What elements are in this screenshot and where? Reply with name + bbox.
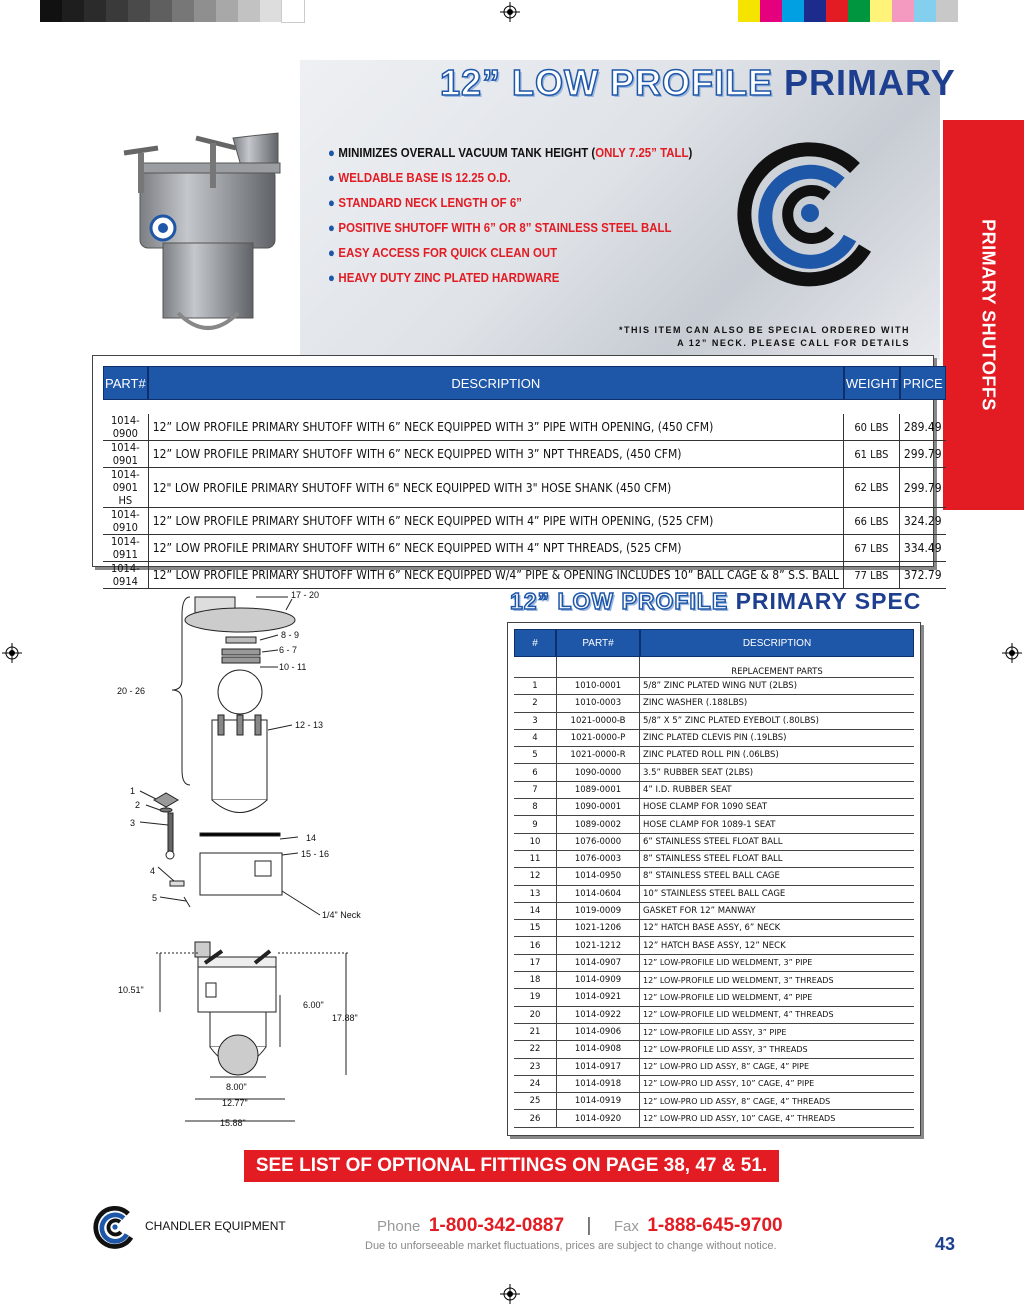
col-header-weight: WEIGHT — [844, 366, 900, 400]
spec-row: 6 1090-0000 3.5” RUBBER SEAT (2LBS) — [514, 764, 914, 781]
feature-list — [328, 140, 742, 290]
spec-row: 22 1014-0908 12” LOW-PROFILE LID ASSY, 3” THREADS — [514, 1041, 914, 1058]
spec-row: 7 1089-0001 4” I.D. RUBBER SEAT — [514, 782, 914, 799]
diagram-label: 3 — [130, 818, 136, 828]
spec-col-header-num: # — [514, 629, 556, 657]
registration-mark-icon — [500, 2, 520, 22]
spec-row: 17 1014-0907 12” LOW-PROFILE LID WELDMENT, 3” PIPE — [514, 955, 914, 972]
diagram-label: 6 - 7 — [279, 645, 298, 655]
table-row: 1014-0910 12” LOW PROFILE PRIMARY SHUTOFF WITH 6” NECK EQUIPPED WITH 4” PIPE WITH OPENING, (525 CFM) 66 LBS 324.29 — [103, 508, 946, 535]
diagram-label: 20 - 26 — [117, 686, 146, 696]
spec-row: 20 1014-0922 12” LOW-PROFILE LID WELDMENT, 4” THREADS — [514, 1007, 914, 1024]
feature-item: ● POSITIVE SHUTOFF WITH 6” OR 8” STAINLESS STEEL BALL — [328, 220, 672, 235]
spec-table-frame — [507, 622, 921, 1136]
spec-row: 24 1014-0918 12” LOW-PRO LID ASSY, 10” CAGE, 4” PIPE — [514, 1076, 914, 1093]
feature-item: ● STANDARD NECK LENGTH OF 6” — [328, 195, 522, 210]
dimension-label: 17.88" — [332, 1013, 358, 1023]
bullet-icon: ● — [328, 245, 335, 260]
title-outline-text: 12” LOW PROFILE — [440, 62, 774, 103]
section-side-tab — [943, 120, 1024, 510]
spec-row: 3 1021-0000-B 5/8” X 5” ZINC PLATED EYEBOLT (.80LBS) — [514, 713, 914, 730]
dimension-label: 12.77" — [222, 1098, 248, 1108]
diagram-label: 1 — [130, 786, 136, 796]
fax-number: 1-888-645-9700 — [647, 1215, 783, 1236]
phone-number[interactable]: 1-800-342-0887 — [428, 1215, 565, 1236]
spec-row: 5 1021-0000-R ZINC PLATED ROLL PIN (.06LBS) — [514, 747, 914, 764]
diagram-label: 8 - 9 — [281, 630, 300, 640]
spec-title-outline: 12” LOW PROFILE — [510, 588, 729, 614]
spec-row: 9 1089-0002 HOSE CLAMP FOR 1089-1 SEAT — [514, 816, 914, 833]
bullet-icon: ● — [328, 220, 335, 235]
page-number: 43 — [935, 1234, 956, 1254]
price-table-frame — [92, 355, 943, 588]
feature-item: ● HEAVY DUTY ZINC PLATED HARDWARE — [328, 270, 560, 285]
table-row: 1014-0914 12” LOW PROFILE PRIMARY SHUTOFF WITH 6” NECK EQUIPPED W/4” PIPE & OPENING INCLUDES 10” BALL CAGE & 8” S.S. BALL 77 LBS 372.79 — [103, 562, 946, 589]
dimension-label: 10.51" — [118, 985, 144, 995]
table-row: 1014-0911 12” LOW PROFILE PRIMARY SHUTOFF WITH 6” NECK EQUIPPED WITH 4” NPT THREADS, (525 CFM) 67 LBS 334.49 — [103, 535, 946, 562]
spec-row: 21 1014-0906 12” LOW-PROFILE LID ASSY, 3” PIPE — [514, 1024, 914, 1041]
spec-row: 12 1014-0950 8” STAINLESS STEEL BALL CAGE — [514, 868, 914, 885]
dimension-label: 6.00" — [303, 1000, 324, 1010]
diagram-label: 10 - 11 — [279, 662, 307, 672]
price-disclaimer: Due to unforseeable market fluctuations, prices are subject to change without notice. — [365, 1240, 777, 1252]
spec-table — [514, 629, 914, 1128]
page-title — [440, 62, 956, 104]
col-header-description: DESCRIPTION — [148, 366, 844, 400]
diagram-label: 15 - 16 — [301, 849, 330, 859]
side-tab-label: PRIMARY SHUTOFFS — [978, 219, 999, 411]
spec-row: 8 1090-0001 HOSE CLAMP FOR 1090 SEAT — [514, 799, 914, 816]
color-bar — [738, 0, 958, 22]
col-header-price: PRICE — [900, 366, 946, 400]
diagram-label: 4 — [150, 866, 156, 876]
spec-row: 25 1014-0919 12” LOW-PRO LID ASSY, 8” CAGE, 4” THREADS — [514, 1093, 914, 1110]
spec-row: 26 1014-0920 12” LOW-PRO LID ASSY, 10” CAGE, 4” THREADS — [514, 1110, 914, 1127]
dimension-label: 8.00" — [226, 1082, 247, 1092]
bullet-icon: ● — [328, 270, 335, 285]
product-photo — [118, 128, 298, 343]
bullet-icon: ● — [328, 145, 335, 160]
footer-logo-icon — [93, 1205, 137, 1249]
col-header-part: PART# — [103, 366, 148, 400]
registration-mark-icon — [2, 643, 22, 663]
spec-row: 23 1014-0917 12” LOW-PRO LID ASSY, 8” CAGE, 4” PIPE — [514, 1059, 914, 1076]
diagram-label: 5 — [152, 893, 158, 903]
table-row: 1014-0900 12” LOW PROFILE PRIMARY SHUTOFF WITH 6” NECK EQUIPPED WITH 3” PIPE WITH OPENING, (450 CFM) 60 LBS 289.49 — [103, 414, 946, 441]
spec-row: 19 1014-0921 12” LOW-PROFILE LID WELDMENT, 4” PIPE — [514, 989, 914, 1006]
company-name: CHANDLER EQUIPMENT — [145, 1219, 286, 1233]
grayscale-bar — [40, 0, 304, 22]
diagram-label: 12 - 13 — [295, 720, 324, 730]
spec-row: 14 1019-0009 GASKET FOR 12” MANWAY — [514, 903, 914, 920]
diagram-label: 2 — [135, 800, 141, 810]
feature-item: ● EASY ACCESS FOR QUICK CLEAN OUT — [328, 245, 558, 260]
spec-row: 16 1021-1212 12” HATCH BASE ASSY, 12” NECK — [514, 937, 914, 954]
diagram-label: 17 - 20 — [291, 590, 320, 600]
spec-row: 11 1076-0003 8” STAINLESS STEEL FLOAT BALL — [514, 851, 914, 868]
spec-title-solid: PRIMARY SPEC — [735, 588, 922, 614]
spec-row: 10 1076-0000 6” STAINLESS STEEL FLOAT BALL — [514, 834, 914, 851]
optional-fittings-banner: SEE LIST OF OPTIONAL FITTINGS ON PAGE 38, 47 & 51. — [244, 1150, 779, 1182]
bullet-icon: ● — [328, 195, 335, 210]
diagram-label: 14 — [306, 833, 317, 843]
title-solid-text: PRIMARY — [784, 62, 956, 103]
feature-item: ● MINIMIZES OVERALL VACUUM TANK HEIGHT (ONLY 7.25” TALL) — [328, 145, 693, 160]
table-row: 1014-0901 12” LOW PROFILE PRIMARY SHUTOFF WITH 6” NECK EQUIPPED WITH 3” NPT THREADS, (450 CFM) 61 LBS 299.79 — [103, 441, 946, 468]
spec-row: 4 1021-0000-P ZINC PLATED CLEVIS PIN (.19LBS) — [514, 730, 914, 747]
spec-row: 18 1014-0909 12” LOW-PROFILE LID WELDMENT, 3” THREADS — [514, 972, 914, 989]
spec-col-header-description: DESCRIPTION — [640, 629, 914, 657]
contact-line: Phone 1-800-342-0887 | Fax 1-888-645-9700 — [377, 1215, 783, 1236]
registration-mark-icon — [1002, 643, 1022, 663]
spec-row: 15 1021-1206 12” HATCH BASE ASSY, 6” NECK — [514, 920, 914, 937]
spec-col-header-part: PART# — [556, 629, 640, 657]
feature-item: ● WELDABLE BASE IS 12.25 O.D. — [328, 170, 511, 185]
price-table — [103, 366, 946, 589]
diagram-label: 1/4" Neck — [322, 910, 361, 920]
chandler-logo-icon — [735, 138, 885, 288]
table-row: 1014-0901 HS 12" LOW PROFILE PRIMARY SHUTOFF WITH 6" NECK EQUIPPED WITH 3" HOSE SHANK (450 CFM) 62 LBS 299.79 — [103, 468, 946, 508]
dimension-label: 15.88" — [220, 1118, 246, 1128]
spec-row: 1 1010-0001 5/8” ZINC PLATED WING NUT (2LBS) — [514, 678, 914, 695]
spec-row: 13 1014-0604 10” STAINLESS STEEL BALL CAGE — [514, 886, 914, 903]
spec-title — [510, 588, 921, 615]
spec-subheader: REPLACEMENT PARTS — [640, 657, 914, 678]
bullet-icon: ● — [328, 170, 335, 185]
special-order-note: *THIS ITEM CAN ALSO BE SPECIAL ORDERED WITH A 12” NECK. PLEASE CALL FOR DETAILS — [618, 325, 910, 348]
registration-mark-icon — [500, 1284, 520, 1304]
spec-row: 2 1010-0003 ZINC WASHER (.188LBS) — [514, 695, 914, 712]
exploded-diagram — [110, 585, 410, 1135]
